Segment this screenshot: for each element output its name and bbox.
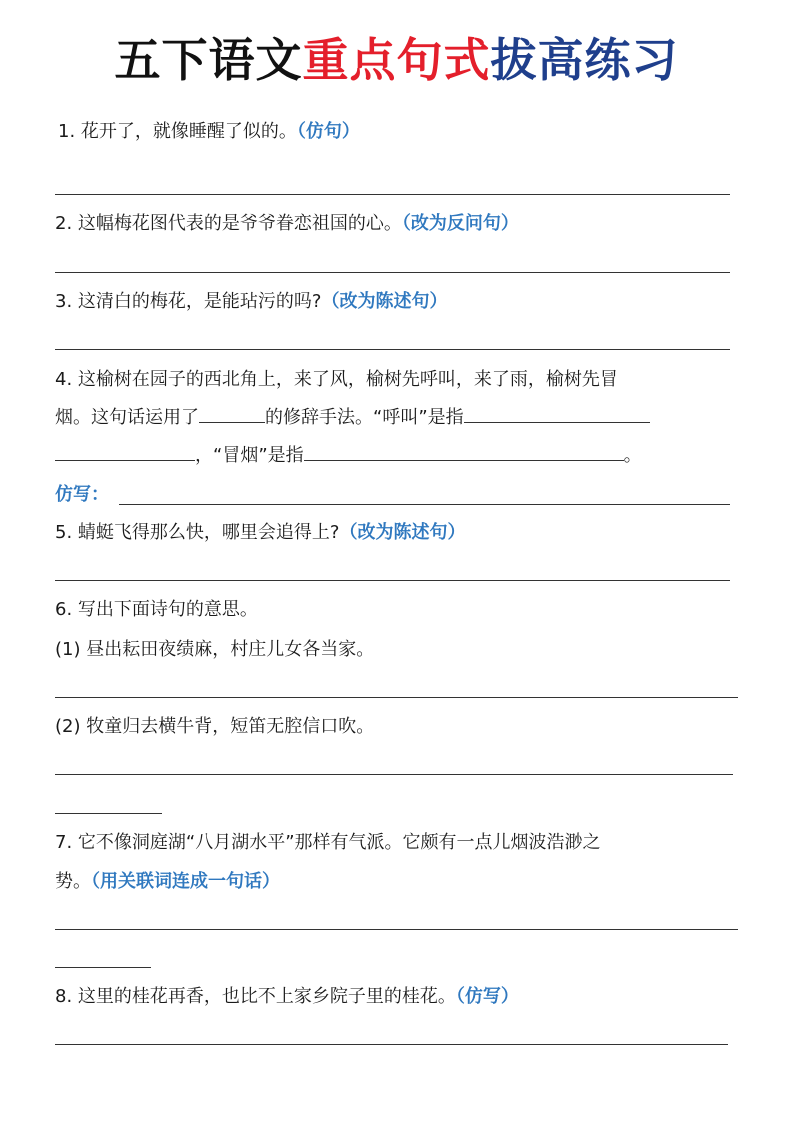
huhan-meaning-blank-2[interactable]: [55, 444, 195, 461]
answer-line-6-2a[interactable]: [55, 774, 733, 775]
title-part-1: 五下语文: [114, 33, 303, 87]
question-7-line-2: [55, 870, 280, 894]
answer-line-3[interactable]: [55, 349, 730, 350]
question-4-line-2b: 的修辞手法。“呼叫”是指: [265, 407, 464, 428]
question-3: [55, 290, 447, 314]
answer-line-6-2b[interactable]: [55, 813, 162, 814]
question-2-hint: （改为反问句）: [401, 213, 519, 234]
page-title: [0, 28, 793, 92]
question-4-line-3a: ，“冒烟”是指: [195, 445, 304, 466]
question-4-line-3: [55, 444, 642, 468]
question-2: [55, 212, 519, 236]
question-7-line-1: 7. 它不像洞庭湖“八月湖水平”那样有气派。它颇有一点儿烟波浩渺之: [55, 832, 601, 853]
question-1: [58, 120, 360, 144]
question-1-text: 1. 花开了，就像睡醒了似的。: [58, 121, 297, 142]
question-8-text: 8. 这里的桂花再香，也比不上家乡院子里的桂花。: [55, 986, 456, 1007]
answer-line-7b[interactable]: [55, 967, 151, 968]
imitate-label: 仿写：: [55, 484, 109, 505]
question-4-line-3b: 。: [623, 445, 642, 466]
answer-line-2[interactable]: [55, 272, 730, 273]
question-1-hint: （仿句）: [296, 121, 360, 142]
rhetoric-blank[interactable]: [199, 406, 265, 423]
imitate-answer-line[interactable]: [119, 504, 730, 505]
answer-line-8[interactable]: [55, 1044, 728, 1045]
answer-line-7a[interactable]: [55, 929, 738, 930]
question-5-text: 5. 蜻蜓飞得那么快，哪里会追得上?: [55, 522, 340, 543]
question-6-sub-1: (1) 昼出耘田夜绩麻，村庄儿女各当家。: [55, 639, 375, 660]
answer-line-1[interactable]: [55, 194, 730, 195]
question-7-hint: （用关联词连成一句话）: [91, 871, 280, 892]
answer-line-5[interactable]: [55, 580, 730, 581]
huhan-meaning-blank-1[interactable]: [464, 406, 650, 423]
answer-line-6-1[interactable]: [55, 697, 738, 698]
question-7-line-2-text: 势。: [55, 871, 91, 892]
title-part-2: 重点句式: [302, 33, 491, 87]
question-3-text: 3. 这清白的梅花，是能玷污的吗?: [55, 291, 322, 312]
question-3-hint: （改为陈述句）: [321, 291, 448, 312]
question-4-line-2: [55, 406, 650, 430]
question-5: [55, 521, 465, 545]
question-6-sub-2: (2) 牧童归去横牛背，短笛无腔信口吹。: [55, 716, 375, 737]
question-2-text: 2. 这幅梅花图代表的是爷爷眷恋祖国的心。: [55, 213, 402, 234]
maoyan-meaning-blank[interactable]: [304, 444, 624, 461]
question-8-hint: （仿写）: [455, 986, 519, 1007]
title-part-3: 拔高练习: [490, 33, 679, 87]
question-4-line-1: 4. 这榆树在园子的西北角上，来了风，榆树先呼叫，来了雨，榆树先冒: [55, 369, 618, 390]
question-6: 6. 写出下面诗句的意思。: [55, 599, 258, 620]
question-8: [55, 985, 519, 1009]
question-5-hint: （改为陈述句）: [339, 522, 466, 543]
question-4-line-2a: 烟。这句话运用了: [55, 407, 199, 428]
